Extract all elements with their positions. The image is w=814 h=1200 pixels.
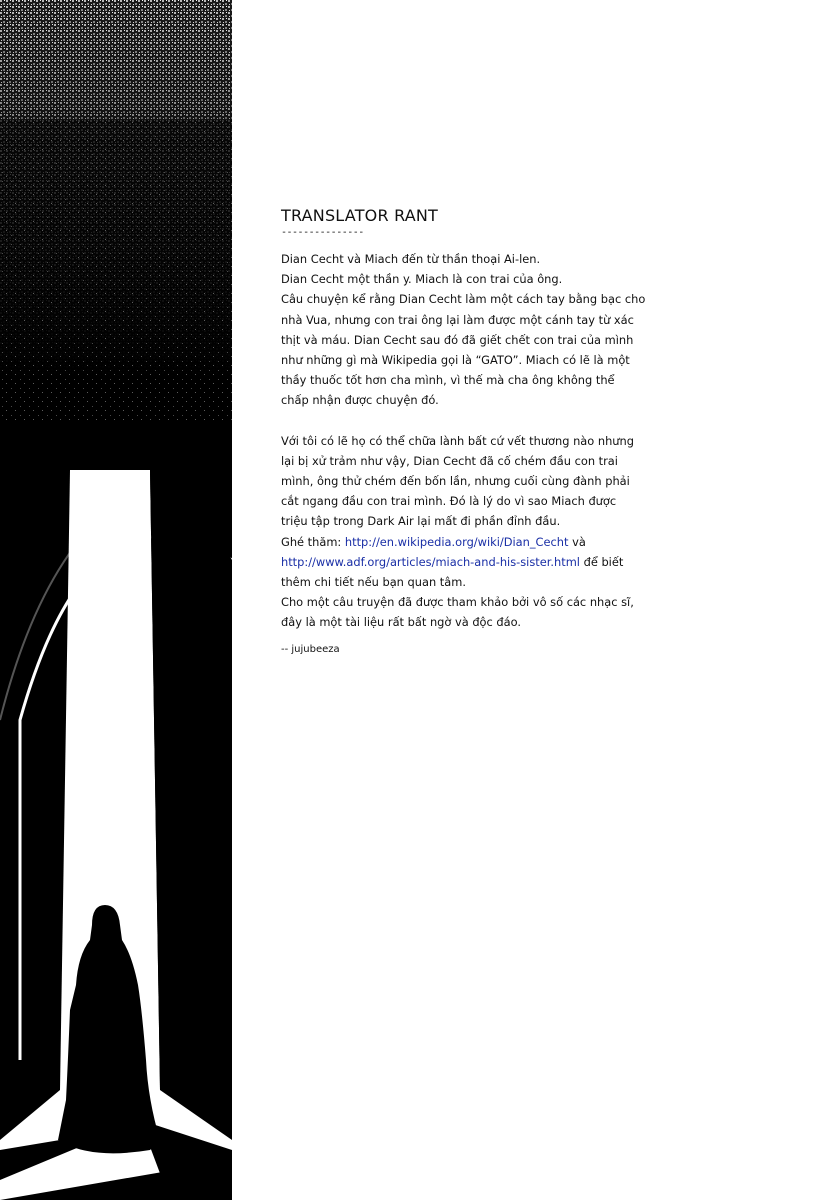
text-line: thêm chi tiết nếu bạn quan tâm. [281,575,466,590]
text-line: Cho một câu truyện đã được tham khảo bởi vô số các nhạc sĩ, [281,595,634,610]
text-line: Câu chuyện kể rằng Dian Cecht làm một cách tay bằng bạc cho [281,292,646,307]
text-line: mình, ông thử chém đến bốn lần, nhưng cuối cùng đành phải [281,474,630,489]
text-line: thịt và máu. Dian Cecht sau đó đã giết chết con trai của mình [281,332,634,347]
text-line: như những gì mà Wikipedia gọi là “GATO”. Miach có lẽ là một [281,353,630,368]
paragraph-commentary [281,431,721,633]
text-line: chấp nhận được chuyện đó. [281,393,439,408]
title-underline: --------------- [281,227,364,238]
paragraph-mythology [281,249,721,411]
signature: -- jujubeeza [281,643,340,655]
text-line: nhà Vua, nhưng con trai ông lại làm được một cánh tay từ xác [281,312,634,327]
paragraph-spacer [281,411,721,431]
wikipedia-link[interactable]: http://en.wikipedia.org/wiki/Dian_Cecht [344,534,569,549]
note-title: TRANSLATOR RANT [281,206,439,225]
text-line: cắt ngang đầu con trai mình. Đó là lý do vì sao Miach được [281,494,617,509]
adf-article-link[interactable]: http://www.adf.org/articles/miach-and-his-sister.html [281,554,580,569]
visit-line [281,532,721,552]
visit-prefix: Ghé thăm: [281,534,345,549]
text-line: lại bị xử trảm như vậy, Dian Cecht đã cố chém đầu con trai [281,453,618,468]
text-line: Dian Cecht và Miach đến từ thần thoại Ai-len. [281,252,541,266]
translator-note [281,205,721,657]
text-line: thầy thuốc tốt hơn cha mình, vì thế mà cha ông không thể [281,373,615,388]
manga-panel-silhouette-icon [0,0,232,1200]
text-line: đây là một tài liệu rất bất ngờ và độc đáo. [281,615,522,630]
text-line: triệu tập trong Dark Air lại mất đi phần đỉnh đầu. [281,514,561,529]
manga-artwork [0,0,232,1200]
text-line: Dian Cecht một thần y. Miach là con trai của ông. [281,272,563,287]
link-line [281,552,721,572]
text-line: Với tôi có lẽ họ có thể chữa lành bất cứ vết thương nào nhưng [281,433,634,448]
visit-and: và [568,534,586,549]
link-suffix: để biết [579,554,624,569]
